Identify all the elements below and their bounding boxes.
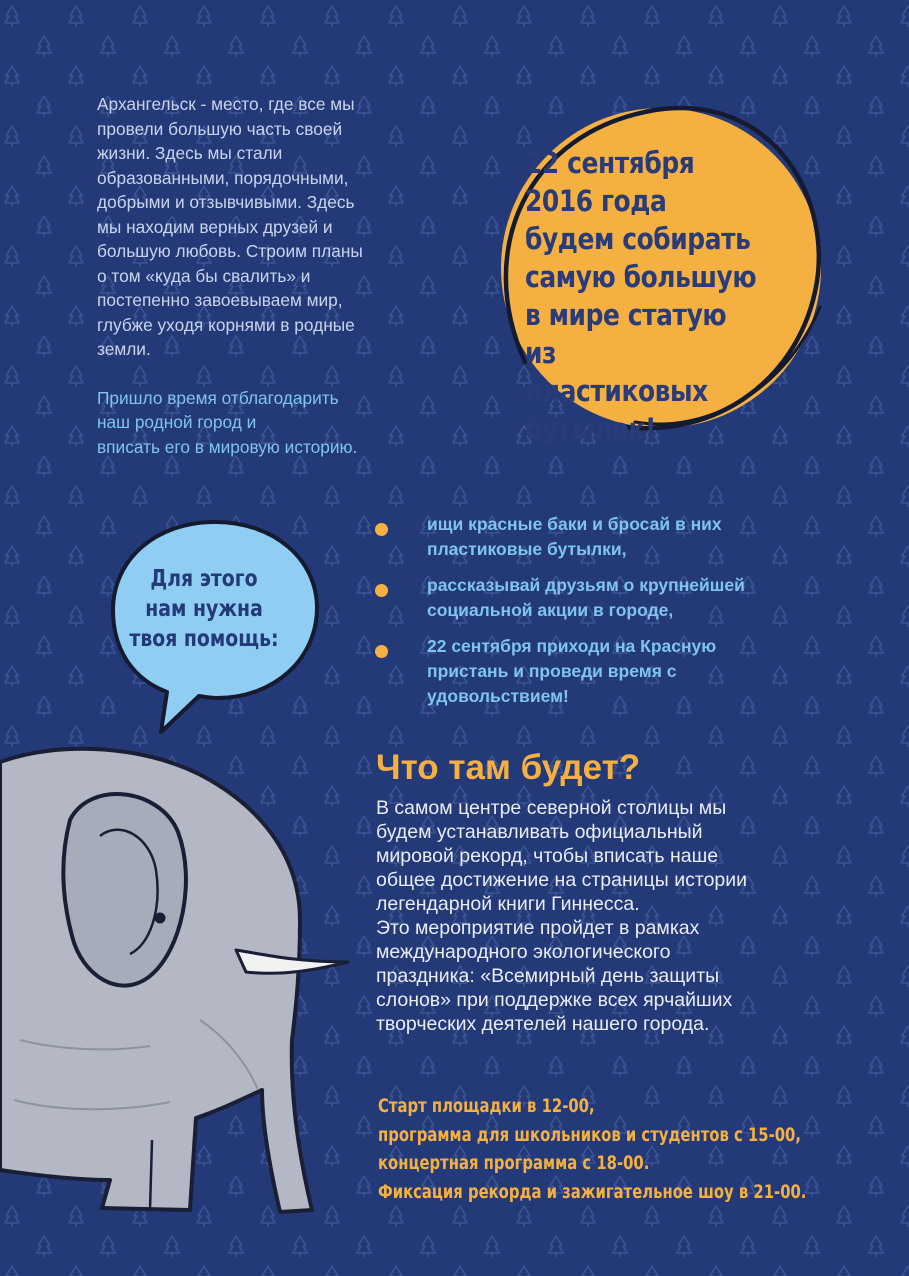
bullet-dot-icon	[375, 584, 388, 597]
list-item	[372, 573, 792, 623]
intro-highlight: Пришло время отблагодарить наш родной город и вписать его в мировую историю.	[97, 387, 358, 457]
schedule	[378, 1092, 898, 1206]
elephant-icon	[0, 740, 360, 1220]
intro-paragraph: Архангельск - место, где все мы провели большую часть своей жизни. Здесь мы стали образованными, порядочными, добрыми и отзывчивыми. Здесь мы находим верных друзей и большую любовь. Строим планы о том «куда бы свалить» и постепенно завоевываем мир, глубже уходя корнями в родные земли.	[97, 94, 363, 359]
schedule-line: программа для школьников и студентов с 15-00,	[378, 1123, 802, 1146]
schedule-line: Фиксация рекорда и зажигательное шоу в 21-00.	[378, 1180, 807, 1203]
announcement-circle	[485, 92, 837, 444]
section-body: В самом центре северной столицы мы будем устанавливать официальный мировой рекорд, чтобы вписать наше общее достижение на страницы истории легендарной книги Гиннесса. Это мероприятие пройдет в рамках международного экологического праздника: «Всемирный день защиты слонов» при поддержке всех ярчайших творческих деятелей нашего города.	[376, 797, 748, 1035]
list-item-text: ищи красные баки и бросай в них пластиковые бутылки,	[427, 514, 722, 559]
announcement-text: 22 сентября 2016 года будем собирать самую большую в мире статую из пластиковых бутылок!	[525, 146, 757, 446]
section-heading: Что там будет?	[376, 748, 641, 787]
schedule-line: концертная программа с 18-00.	[378, 1152, 650, 1174]
list-item-text: 22 сентября приходи на Красную пристань и проведи время с удовольствием!	[427, 636, 717, 706]
list-item-text: рассказывай друзьям о крупнейшей социальной акции в городе,	[427, 575, 745, 620]
elephant-illustration	[0, 740, 360, 1220]
list-item	[372, 634, 792, 709]
help-list	[372, 512, 792, 720]
list-item	[372, 512, 792, 562]
help-speech-bubble	[95, 512, 335, 740]
bullet-dot-icon	[375, 523, 388, 536]
help-bubble-text: Для этого нам нужна твоя помощь:	[129, 566, 279, 652]
bullet-dot-icon	[375, 645, 388, 658]
intro-section	[97, 92, 422, 459]
schedule-line: Старт площадки в 12-00,	[378, 1095, 595, 1117]
